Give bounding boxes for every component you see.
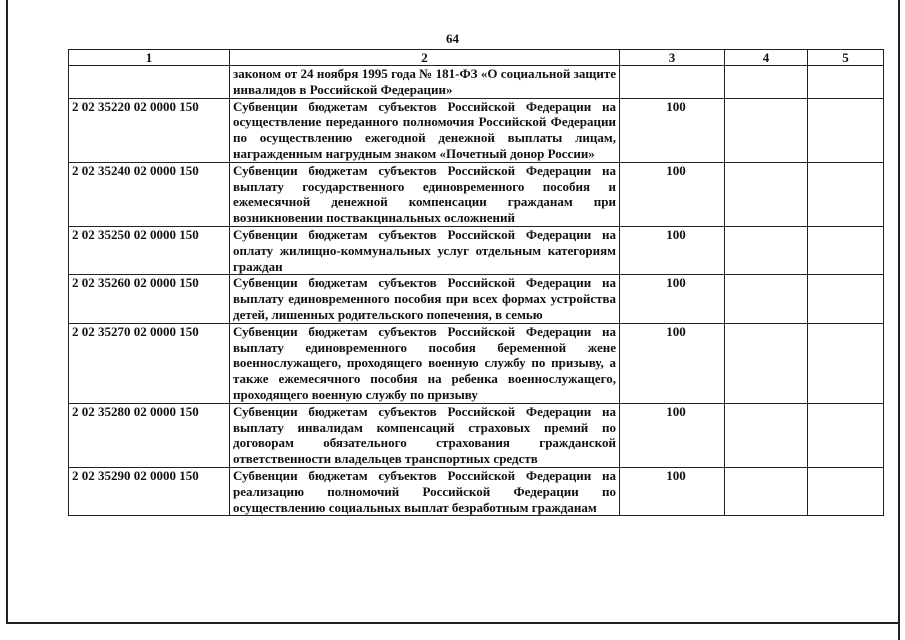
page-frame-right [898,0,900,640]
row-value [620,403,725,467]
row-name: Субвенции бюджетам субъектов Российской Федерации на осуществление переданного полномочия Российской Федерации по осуществлению ежегодной денежной выплаты лицам, награжденным нагрудным знаком «Почетный донор России» [230,98,620,162]
table-row [69,98,884,162]
row-cell-empty [808,403,884,467]
column-header: 2 [230,50,620,66]
row-value-text: 100 [666,275,686,291]
column-header: 3 [620,50,725,66]
row-value [620,98,725,162]
row-value-text: 100 [666,98,686,114]
row-code: 2 02 35280 02 0000 150 [69,403,230,467]
table-row [69,275,884,323]
row-value [620,226,725,274]
table-row [69,467,884,515]
row-name: законом от 24 ноября 1995 года № 181-ФЗ «О социальной защите инвалидов в Российской Федерации» [230,66,620,99]
row-value-text: 100 [666,226,686,242]
column-header: 1 [69,50,230,66]
row-cell-empty [808,323,884,403]
row-code: 2 02 35290 02 0000 150 [69,467,230,515]
row-cell-empty [725,467,808,515]
row-name: Субвенции бюджетам субъектов Российской Федерации на реализацию полномочий Российской Федерации по осуществлению социальных выплат безработным гражданам [230,467,620,515]
row-value [620,467,725,515]
table-row [69,226,884,274]
row-cell-empty [725,226,808,274]
row-cell-empty [725,275,808,323]
row-value [620,66,725,99]
table-row [69,323,884,403]
row-value-text: 100 [666,323,686,339]
column-header: 4 [725,50,808,66]
row-cell-empty [808,66,884,99]
page-frame-bottom [6,622,900,624]
row-value-text: 100 [666,403,686,419]
page-frame-left [6,0,8,624]
page-number: 64 [446,31,459,46]
table-row [69,403,884,467]
row-cell-empty [725,323,808,403]
table-row [69,162,884,226]
row-value [620,275,725,323]
row-cell-empty [725,162,808,226]
row-cell-empty [725,66,808,99]
row-code: 2 02 35270 02 0000 150 [69,323,230,403]
column-header: 5 [808,50,884,66]
row-cell-empty [808,98,884,162]
row-cell-empty [808,162,884,226]
row-cell-empty [808,467,884,515]
row-cell-empty [808,275,884,323]
table-header-row [69,50,884,66]
row-name: Субвенции бюджетам субъектов Российской Федерации на выплату государственного единовременного пособия и ежемесячной денежной компенсации гражданам при возникновении поствакцинальных осложнений [230,162,620,226]
row-name: Субвенции бюджетам субъектов Российской Федерации на выплату инвалидам компенсаций страховых премий по договорам обязательного страхования гражданской ответственности владельцев транспортных средств [230,403,620,467]
row-value [620,323,725,403]
row-code: 2 02 35260 02 0000 150 [69,275,230,323]
row-name: Субвенции бюджетам субъектов Российской Федерации на выплату единовременного пособия беременной жене военнослужащего, проходящего военную службу по призыву, а также ежемесячного пособия на ребенка военнослужащего, проходящего военную службу по призыву [230,323,620,403]
row-cell-empty [725,403,808,467]
row-code: 2 02 35240 02 0000 150 [69,162,230,226]
budget-classification-table [68,49,884,516]
row-value-text: 100 [666,467,686,483]
row-name: Субвенции бюджетам субъектов Российской Федерации на оплату жилищно-коммунальных услуг отдельным категориям граждан [230,226,620,274]
row-code: 2 02 35250 02 0000 150 [69,226,230,274]
row-value-text: 100 [666,162,686,178]
row-cell-empty [725,98,808,162]
table-row [69,66,884,99]
row-code: 2 02 35220 02 0000 150 [69,98,230,162]
row-name: Субвенции бюджетам субъектов Российской Федерации на выплату единовременного пособия при всех формах устройства детей, лишенных родительского попечения, в семью [230,275,620,323]
row-value [620,162,725,226]
row-cell-empty [808,226,884,274]
row-code [69,66,230,99]
